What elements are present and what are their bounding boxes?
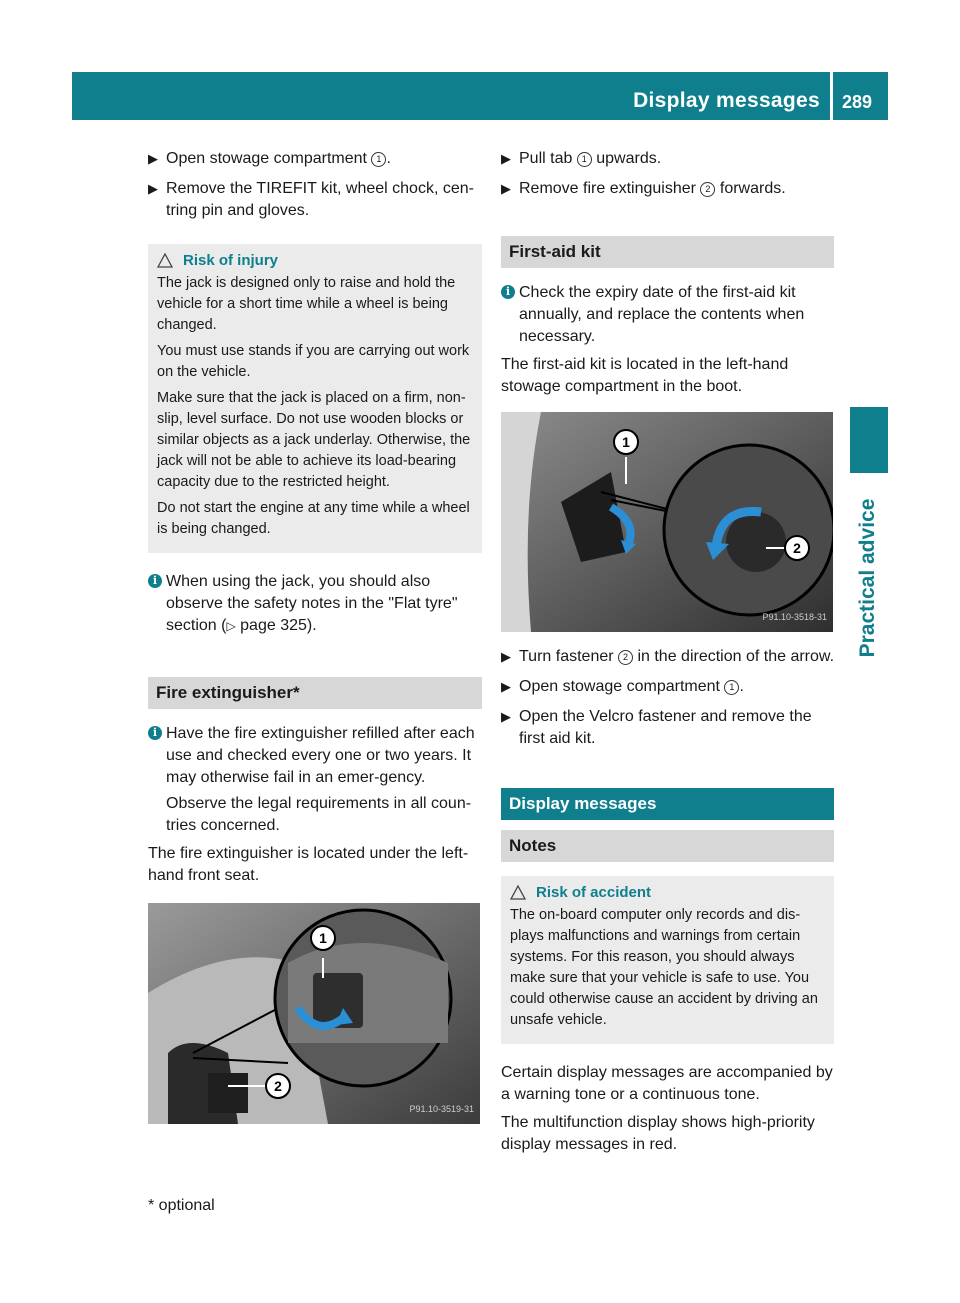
step-text: Pull tab: [519, 150, 577, 167]
callout-ref: 2: [700, 182, 715, 197]
step-text-after: .: [386, 150, 391, 167]
step-text-after: upwards.: [591, 150, 662, 167]
warning-text: You must use stands if you are carrying out work on the vehicle.: [157, 343, 470, 380]
info-icon: i: [148, 726, 162, 740]
info-note: [148, 723, 482, 837]
callout-2-label: 2: [793, 540, 801, 556]
step-arrow-icon: ▶: [501, 709, 511, 724]
warning-box: [501, 876, 834, 1044]
section-heading-fire-extinguisher: Fire extinguisher*: [148, 677, 482, 709]
section-heading-display-messages: Display messages: [501, 788, 834, 820]
warning-text: The jack is designed only to raise and hold the vehicle for a short time while a wheel is being changed.: [157, 275, 456, 333]
callout-1-label: 1: [622, 434, 630, 450]
step: [501, 676, 834, 698]
step: [501, 706, 834, 750]
photo-code: P91.10-3519-31: [409, 1104, 474, 1114]
page-number: 289: [842, 92, 873, 112]
step: [148, 148, 482, 170]
warning-header: [157, 250, 476, 271]
photo-code: P91.10-3518-31: [762, 612, 827, 622]
step-text-after: forwards.: [715, 180, 786, 197]
step-arrow-icon: ▶: [501, 151, 511, 166]
step-text: Remove the TIREFIT kit, wheel chock, cen-tring pin and gloves.: [166, 180, 474, 219]
info-text: Have the fire extinguisher refilled after each use and checked every one or two years. It may otherwise fail in an emer-gency.: [166, 725, 475, 786]
step-text-after: .: [739, 678, 744, 695]
warning-triangle-icon: [157, 253, 173, 268]
callout-2-label: 2: [274, 1078, 282, 1094]
body-text: The multifunction display shows high-priority display messages in red.: [501, 1114, 815, 1153]
info-text: Observe the legal requirements in all coun-tries concerned.: [166, 795, 472, 834]
footnote: * optional: [148, 1197, 215, 1214]
callout-ref: 1: [371, 152, 386, 167]
warning-box: [148, 244, 482, 553]
step-text: Remove fire extinguisher: [519, 180, 701, 197]
warning-header: [510, 882, 828, 903]
warning-text: The on-board computer only records and dis-plays malfunctions and warnings from certain systems. For this reason, you should always make sure that your vehicle is safe to use. You could otherwise cause an accident by driving an unsafe vehicle.: [510, 907, 818, 1028]
warning-title: Risk of accident: [536, 884, 652, 901]
step: [501, 646, 834, 668]
info-note: [501, 282, 834, 348]
warning-title: Risk of injury: [183, 252, 279, 269]
side-tab: [848, 478, 888, 678]
step-text: Turn fastener: [519, 648, 619, 665]
side-tab-label: Practical advice: [856, 498, 879, 658]
info-text: When using the jack, you should also observe the safety notes in the "Flat tyre" section (▷ page 325).: [166, 573, 458, 634]
info-text: Check the expiry date of the first-aid kit annually, and replace the contents when necessary.: [519, 284, 805, 345]
section-heading-notes: Notes: [501, 830, 834, 862]
step-arrow-icon: ▶: [501, 679, 511, 694]
step-text: Open the Velcro fastener and remove the first aid kit.: [519, 708, 812, 747]
callout-ref: 1: [724, 680, 739, 695]
step: [501, 148, 834, 170]
step-text: Open stowage compartment: [519, 678, 725, 695]
step: [501, 178, 834, 200]
warning-text: Make sure that the jack is placed on a firm, non-slip, level surface. Do not use wooden blocks or similar objects as a jack underlay. Otherwise, the jack will not be able to achieve its load-bearing capacity due to the restricted height.: [157, 390, 471, 490]
section-heading-first-aid-kit: First-aid kit: [501, 236, 834, 268]
body-text: The first-aid kit is located in the left-hand stowage compartment in the boot.: [501, 356, 789, 395]
fire-extinguisher-photo: [148, 903, 480, 1124]
step-arrow-icon: ▶: [148, 151, 158, 166]
callout-ref: 2: [618, 650, 633, 665]
first-aid-kit-photo: [501, 412, 833, 632]
step: [148, 178, 482, 222]
left-column: [148, 148, 482, 1124]
body-text: The fire extinguisher is located under the left-hand front seat.: [148, 845, 469, 884]
step-text-after: in the direction of the arrow.: [633, 648, 835, 665]
info-icon: i: [148, 574, 162, 588]
warning-triangle-icon: [510, 885, 526, 900]
header-divider: [830, 72, 833, 120]
page-pointer-icon: ▷: [226, 619, 236, 633]
side-tab-block: [850, 407, 888, 473]
body-text: Certain display messages are accompanied by a warning tone or a continuous tone.: [501, 1064, 833, 1103]
step-text: Open stowage compartment: [166, 150, 372, 167]
warning-text: Do not start the engine at any time while a wheel is being changed.: [157, 500, 470, 537]
step-arrow-icon: ▶: [148, 181, 158, 196]
info-icon: i: [501, 285, 515, 299]
right-column: [501, 148, 834, 1162]
page-title: Display messages: [633, 89, 820, 112]
info-note: [148, 571, 482, 637]
callout-ref: 1: [577, 152, 592, 167]
step-arrow-icon: ▶: [501, 181, 511, 196]
callout-1-label: 1: [319, 930, 327, 946]
step-arrow-icon: ▶: [501, 649, 511, 664]
